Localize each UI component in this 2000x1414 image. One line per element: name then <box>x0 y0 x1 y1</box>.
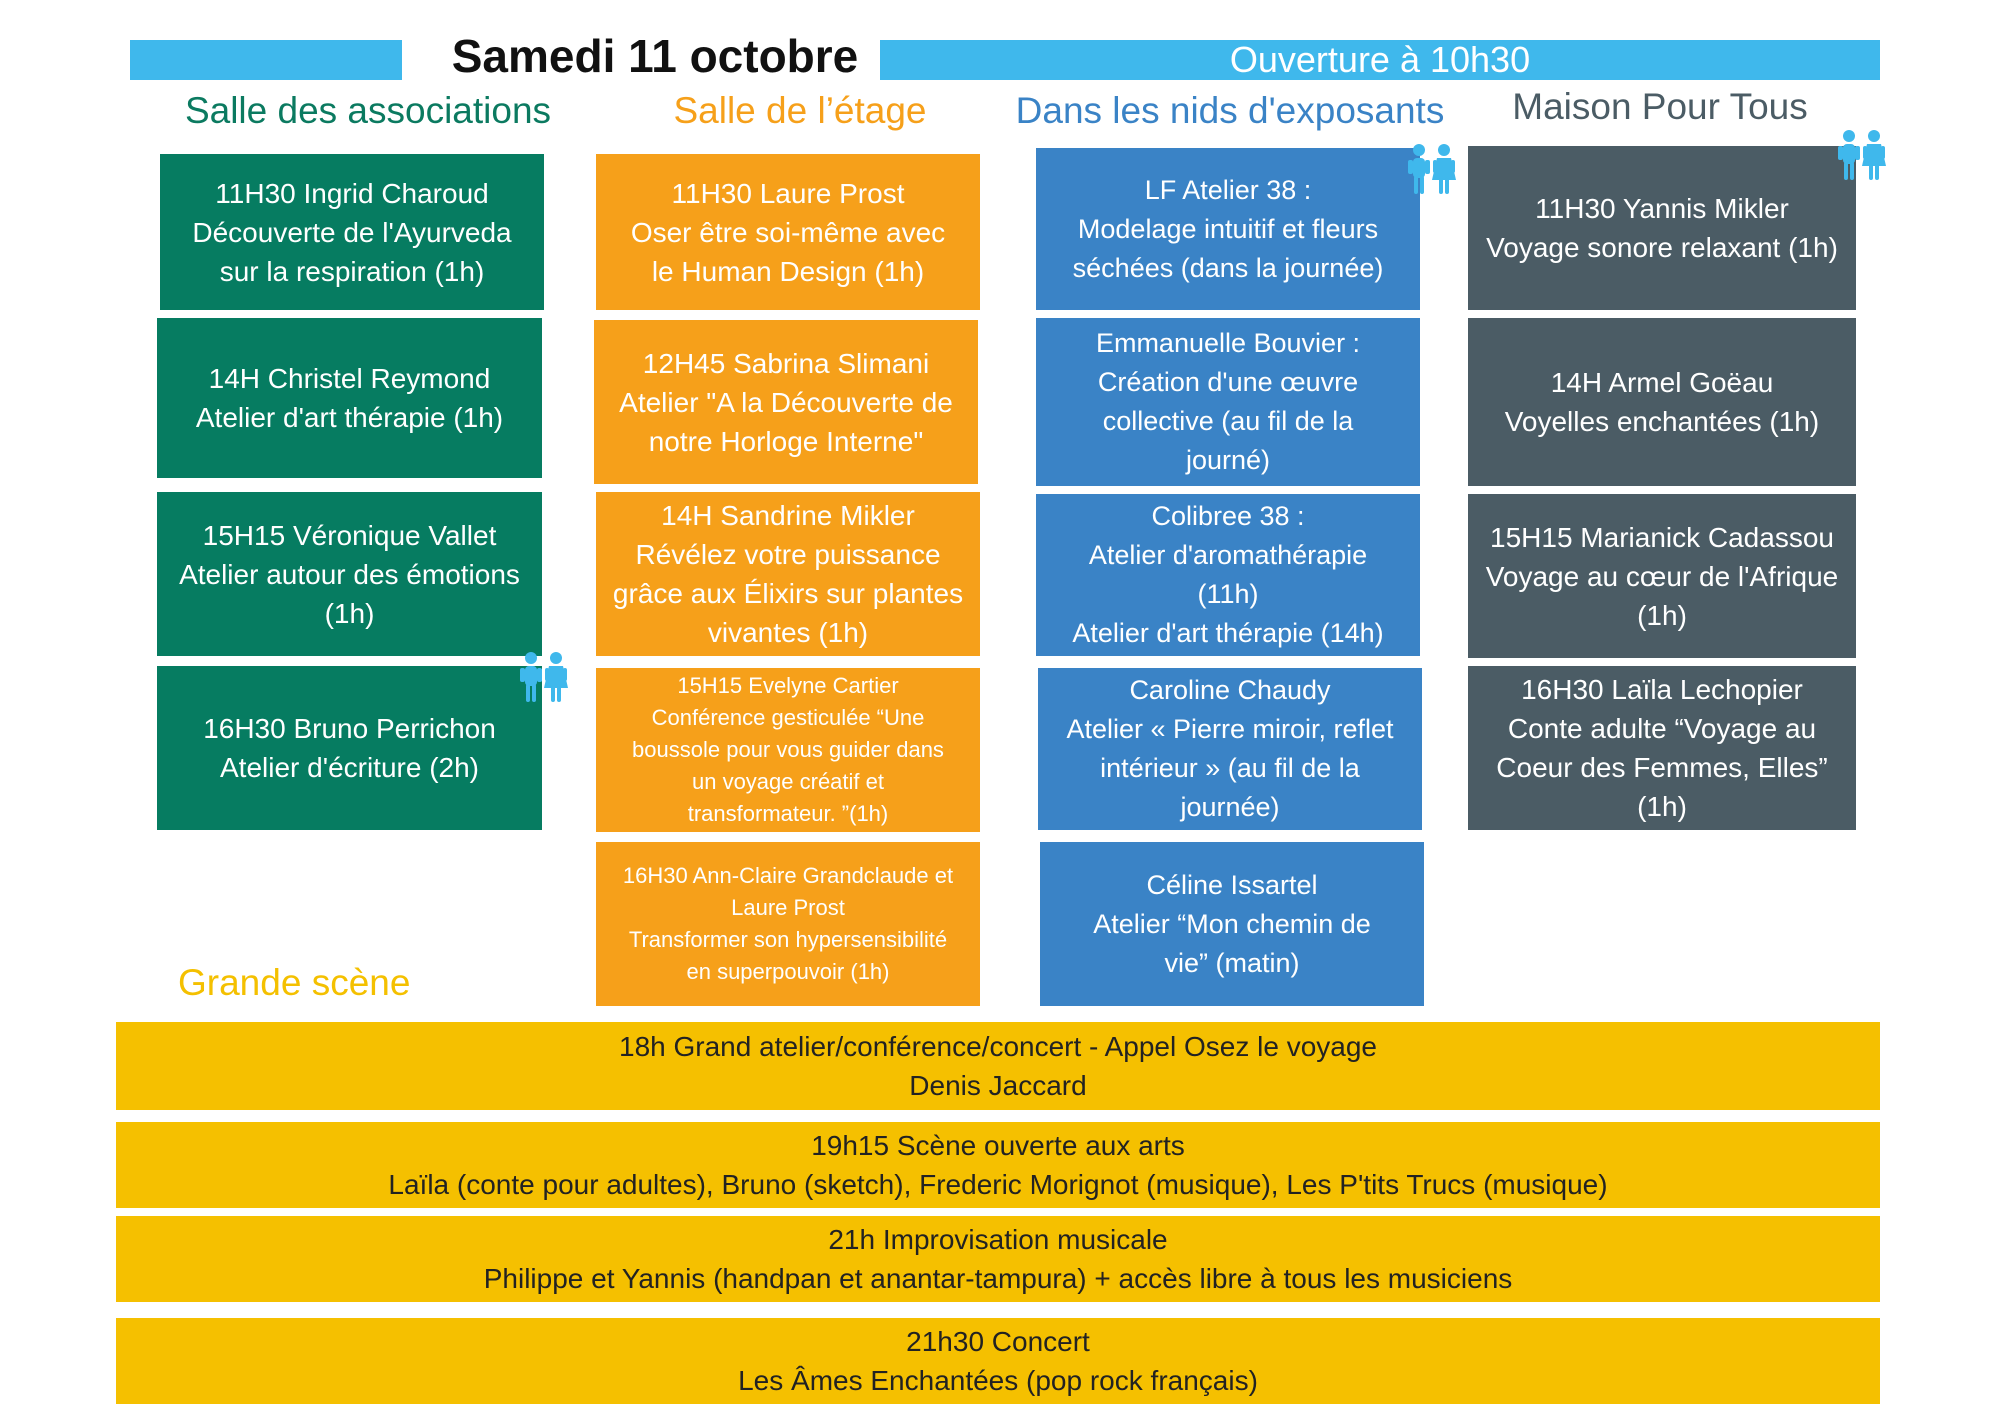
stage-event-21h: 21h Improvisation musicale Philippe et Yannis (handpan et anantar-tampura) + accès libre à tous les musiciens <box>116 1216 1880 1302</box>
event-card-bruno-perrichon: 16H30 Bruno Perrichon Atelier d'écriture (2h) <box>157 666 542 830</box>
children-icon <box>1834 128 1890 184</box>
event-card-ingrid-charoud: 11H30 Ingrid Charoud Découverte de l'Ayurveda sur la respiration (1h) <box>160 154 544 310</box>
event-card-lf-atelier-38: LF Atelier 38 : Modelage intuitif et fleurs séchées (dans la journée) <box>1036 148 1420 310</box>
event-card-laure-prost: 11H30 Laure Prost Oser être soi-même avec le Human Design (1h) <box>596 154 980 310</box>
event-card-emmanuelle-bouvier: Emmanuelle Bouvier : Création d'une œuvre collective (au fil de la journé) <box>1036 318 1420 486</box>
event-card-christel-reymond: 14H Christel Reymond Atelier d'art thérapie (1h) <box>157 318 542 478</box>
event-card-colibree-38: Colibree 38 : Atelier d'aromathérapie (11h) Atelier d'art thérapie (14h) <box>1036 494 1420 656</box>
event-card-sabrina-slimani: 12H45 Sabrina Slimani Atelier "A la Découverte de notre Horloge Interne" <box>594 320 978 484</box>
stage-event-19h15: 19h15 Scène ouverte aux arts Laïla (conte pour adultes), Bruno (sketch), Frederic Morignot (musique), Les P'tits Trucs (musique) <box>116 1122 1880 1208</box>
stage-heading: Grande scène <box>178 962 411 1003</box>
column-heading-salle-etage: Salle de l’étage <box>673 90 927 131</box>
stage-event-18h: 18h Grand atelier/conférence/concert - Appel Osez le voyage Denis Jaccard <box>116 1022 1880 1110</box>
column-heading-salle-associations: Salle des associations <box>184 90 552 131</box>
event-card-evelyne-cartier: 15H15 Evelyne Cartier Conférence gesticulée “Une boussole pour vous guider dans un voyage créatif et transformateur. ”(1h) <box>596 668 980 832</box>
column-heading-nids-exposants: Dans les nids d'exposants <box>1015 90 1445 131</box>
event-card-caroline-chaudy: Caroline Chaudy Atelier « Pierre miroir, reflet intérieur » (au fil de la journée) <box>1038 668 1422 830</box>
event-card-ann-claire-grandclaude: 16H30 Ann-Claire Grandclaude et Laure Prost Transformer son hypersensibilité en superpouvoir (1h) <box>596 842 980 1006</box>
event-card-sandrine-mikler: 14H Sandrine Mikler Révélez votre puissance grâce aux Élixirs sur plantes vivantes (1h) <box>596 492 980 656</box>
event-card-marianick-cadassou: 15H15 Marianick Cadassou Voyage au cœur de l'Afrique (1h) <box>1468 494 1856 658</box>
event-card-laila-lechopier: 16H30 Laïla Lechopier Conte adulte “Voyage au Coeur des Femmes, Elles” (1h) <box>1468 666 1856 830</box>
children-icon <box>516 650 572 706</box>
stage-event-21h30: 21h30 Concert Les Âmes Enchantées (pop rock français) <box>116 1318 1880 1404</box>
header-bar-left <box>130 40 402 80</box>
event-card-yannis-mikler: 11H30 Yannis Mikler Voyage sonore relaxant (1h) <box>1468 146 1856 310</box>
event-card-celine-issartel: Céline Issartel Atelier “Mon chemin de vie” (matin) <box>1040 842 1424 1006</box>
event-card-veronique-vallet: 15H15 Véronique Vallet Atelier autour des émotions (1h) <box>157 492 542 656</box>
page-title: Samedi 11 octobre <box>451 30 859 82</box>
column-heading-maison-pour-tous: Maison Pour Tous <box>1512 86 1808 127</box>
event-card-armel-goeau: 14H Armel Goëau Voyelles enchantées (1h) <box>1468 318 1856 486</box>
children-icon <box>1404 142 1460 198</box>
opening-time: Ouverture à 10h30 <box>1229 39 1531 80</box>
